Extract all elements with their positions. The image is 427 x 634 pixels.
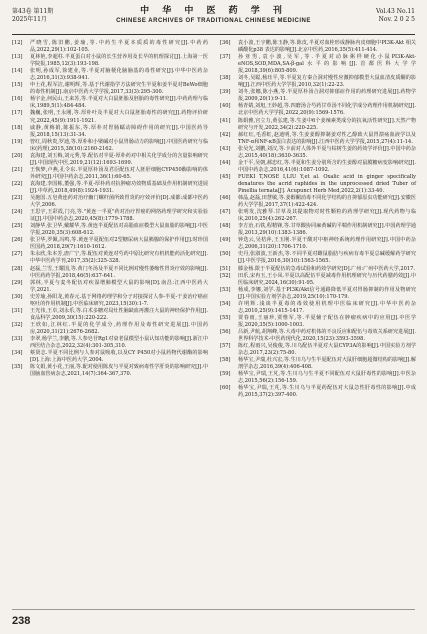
reference-entry [12, 209, 208, 223]
reference-entry [12, 280, 208, 294]
reference-entry [220, 174, 416, 195]
reference-number: [35] [12, 364, 23, 371]
reference-text: 王思宇,王彩霞,门亮,等."黄连一半夏"药对治疗胃癌的网络药理学研究和实验验证[J].中国中药杂志,2020,45(8):1779-1788. [30, 209, 208, 223]
reference-number: [52] [220, 272, 231, 279]
reference-text: 陈红,程雨兴,吴俊俊,等.川乌配伍半夏对大鼠CYP3A的影响[J].中国实验方剂学杂志,2017,23(2):75-80. [238, 343, 416, 357]
reference-number: [24] [12, 209, 23, 216]
reference-number: [36] [220, 40, 231, 46]
reference-text: 郭林,半夏与麦冬配伍对疾湿增肺模型大鼠的影响[D].南昌:江西中医药大学,2021. [30, 279, 208, 293]
reference-text: 贾春雨,王丽珍,贾惟军,等.半夏辅子配伍在肿瘤疾病中的应用[J].中医学报,2020,35(5):1000-1003. [238, 314, 416, 328]
reference-entry [12, 223, 208, 237]
reference-number: [38] [220, 75, 231, 82]
reference-text: 滕金杨.限于半夏配伍的急毒试验和药效学研究[D].广州:广州中医药大学,2017. [238, 265, 415, 272]
reference-number: [28] [12, 265, 23, 272]
reference-entry [220, 357, 416, 371]
reference-number: [58] [220, 357, 231, 364]
reference-entry [220, 266, 416, 273]
reference-number: [39] [220, 89, 231, 96]
reference-number: [56] [220, 328, 231, 335]
reference-text: 申土花,程军洁,谢明辉,等.基于代谢指学方法研究生半夏和姜半夏对BeWo细胞的毒性机制[J].南京中医药大学学报,2017,33(3):295-300. [30, 82, 208, 96]
reference-number: [25] [12, 223, 23, 230]
reference-entry [12, 322, 208, 336]
reference-number: [31] [12, 307, 23, 314]
reference-text: 许明辉.浅谈半夏毒的毒效使用机理中医临床研究[J].中华中医药杂志,2010,25(9):1415-1417. [238, 300, 416, 314]
reference-number: [47] [220, 209, 231, 216]
reference-text: 夏林艳,李超柱.半夏蛋白对小鼠的长生营养用及长早的机理探讨[J].上海第一医学院报,1985,12(3):193-198. [30, 54, 208, 68]
reference-number: [23] [12, 195, 23, 202]
reference-entry [220, 54, 416, 75]
reference-number: [15] [12, 82, 23, 89]
reference-text: 韩晶,赵磊,田慧敏,等.姜醇酮消毒不同化学结构的自抑郁原虫功能研究[J].安徽医药大学学报,2017,37(1):422-424. [238, 195, 416, 209]
reference-entry [12, 195, 208, 209]
reference-text: 戚静,黄梅娟,陈振东,等.厚朴对胃肠蠕动障碍作用的研究[J].中国医药导报,2018,15(13):31-34. [30, 124, 208, 138]
reference-entry [12, 82, 208, 96]
reference-text: 陈娟雅,宫立力,黄弘建,等.生姜中6个姜辣素类成分的抗氧活性研究[J].天然产物研究与开发,2022,34(2):220-225. [238, 117, 416, 131]
reference-number: [13] [12, 54, 23, 61]
reference-text: 王光伟,王卓,刘永乐,等.白术多糖对局灶性脑缺血再灌注大鼠的神经保护作用[J].食品科学,2009,30(15):220-222. [30, 307, 208, 321]
reference-text: 杨华宝,尹瑞,王芃,等.生川乌与半夏药配伍对大鼠急性肝毒性的影响[J].中成药,2015,37(2):397-400. [238, 385, 416, 399]
reference-number: [37] [220, 54, 231, 61]
reference-number: [53] [220, 286, 231, 293]
reference-entry [220, 371, 416, 385]
reference-text: 魏巍,张明,王永刚,等.厚朴叶及半夏对大白鼠胚胎毒性的研究[J].药物评价研究,2022,45(9):1911-1921. [30, 110, 208, 124]
reference-entry [12, 308, 208, 322]
reference-text: 袁海建,李国栋,董强,等.半夏-厚朴药对抗肿瘤功效物质基础及作用机制研究进展[J].中草药,2018,49(8):1924-1931. [30, 180, 208, 194]
page-number: 238 [12, 615, 31, 627]
reference-number: [45] [220, 173, 231, 180]
reference-text: 严晓雪,陈旧鹏,姜瑜,等.中药生半夏本质质的毒性研究[J].中药药品,2022,29(1):102-105. [30, 40, 208, 54]
reference-number: [26] [12, 237, 23, 244]
reference-entry [220, 251, 416, 265]
reference-number: [14] [12, 68, 23, 75]
reference-text: 袁小波,王宇鹏,陈玉静,等.陈皮,半夏对血栓形成静脉内皮细胞中PI3K-Akt 相关磷酸化p38 表达的影响[J].北京中医药,2016,35(5):411-414. [238, 40, 416, 54]
reference-number: [43] [220, 145, 231, 152]
reference-entry [220, 75, 416, 89]
reference-number: [50] [220, 251, 231, 258]
reference-entry [220, 195, 416, 209]
reference-text: 袁海建,刘玉梅,刘元秀,等.配伍对半夏-厚朴药对中相关化学成分的含量影响研究[J].中国现代中医,2019,21(12):1693-1699. [30, 152, 208, 166]
reference-text: 陈文娟,黄小花,王丽,等.配对使用陈皮与半夏对致病毒性学肝炎的影响研究[J].中国脑血管病杂志,2021,14(7):364-367,370. [30, 364, 208, 378]
reference-entry [220, 103, 416, 117]
reference-text: 刘静华,张卫华,戴耀华,等.黄连半夏配伍对高脂血症模型大鼠血脂的影响[J].中医学报,2020,35(3):608-612. [30, 223, 208, 237]
reference-number: [16] [12, 96, 23, 103]
reference-text: 王欣如,江林红.半夏的化学成分,药理作用及毒性研究进展[J].中国药房,2020,31(21):2676-2682. [30, 321, 208, 335]
reference-entry [12, 336, 208, 350]
reference-number: [17] [12, 110, 23, 117]
reference-entry [220, 118, 416, 132]
reference-number: [27] [12, 251, 23, 258]
page-footer [0, 605, 427, 634]
reference-entry [12, 167, 208, 181]
reference-entry [220, 329, 416, 343]
reference-number: [19] [12, 138, 23, 145]
reference-text: 杨华宝,尹瑞,王芃,等.生川乌与生半夏不同配伍对大鼠肝毒性的影响[J].中医杂志,2015,56(2):156-159. [238, 371, 416, 385]
reference-text: 张明发,沈雅琴.甘草及其提取物对时性颗粒的药理学研究[J].现代药物与临床,2010,25(4):262-267. [238, 209, 416, 223]
reference-text: 张明,孙成军,徐建业,等.半夏对脑梗化脑脑基的毒性研究[J].中华中医药杂志,2016,31(3):938-941. [30, 68, 208, 82]
reference-number: [51] [220, 265, 231, 272]
footer-divider [12, 609, 415, 610]
reference-text: 金干平,吴朝,郝忠红,等.半夏和生姜分别所含的生姜醇对鼠膜糖病变影响研究[J].中国中药杂志,2016,41(6):1087-1092. [238, 159, 416, 173]
reference-entry [220, 301, 416, 315]
reference-number: [40] [220, 103, 231, 110]
reference-entry [220, 146, 416, 160]
reference-number: [34] [12, 350, 23, 357]
reference-number: [29] [12, 279, 23, 286]
reference-number: [18] [12, 124, 23, 131]
reference-number: [42] [220, 131, 231, 138]
reference-number: [32] [12, 321, 23, 328]
journal-title-cn: 中 华 中 医 药 学 刊 [140, 6, 287, 16]
reference-text: 朱永欣,朱本芳,唐广宁,等.配伍对黄连对芍药中原比研究有机机能药活化研究[J].中华中医药学刊,2017,35(2):325-328. [30, 251, 208, 265]
reference-entry [220, 273, 416, 287]
reference-entry [12, 68, 208, 82]
references-right-column [220, 40, 416, 399]
reference-text: 钟迭云,吴桔萍,王玉刚.半夏干酸对中枢神经系统药理作用研究[J].中国中药杂志,2006,31(20):1706-1710. [238, 237, 416, 251]
reference-text: 李方治,石铁,程精锋,等.甘草酸协同麻黄碱的平喘作用机制研究[J].中国药理学通报,2013,29(10):1383-1386. [238, 223, 416, 237]
reference-number: [49] [220, 237, 231, 244]
reference-number: [57] [220, 343, 231, 350]
reference-number: [48] [220, 223, 231, 230]
reference-text: 田乐,宋冉玉,王小凤.半夏以高配伍半夏减毒作用机理研究与历代药膳药效[J].中医临床研究,2024,16(30):91-95. [238, 272, 416, 286]
reference-entry [12, 181, 208, 195]
volume-en: Vol.43 No.11 [375, 8, 415, 15]
reference-entry [12, 251, 208, 265]
date-en: Nov. 2 0 2 5 [378, 16, 415, 23]
reference-number: [54] [220, 300, 231, 307]
reference-text: FUEKI T,NOSE I,LIU Y,et al. Oxalic acid in ginger specifically denatures the acrid raphides in the unprocessed dried Tuber of Pinellia ternata[J]. Acupunct Herb Med,2022,2(1):33-40. [238, 173, 416, 194]
reference-entry [12, 110, 208, 124]
reference-entry [220, 223, 416, 237]
reference-entry [220, 237, 416, 251]
reference-text: 张吴光,刘鹏,刘汉,等.卡前对人体外半夏与枯树生姜的药效学评价[J].中国中药杂志,2015,40(18):3630-3635. [238, 145, 416, 159]
journal-title-en: CHINESE ARCHIVES OF TRADITIONAL CHINESE MEDICINE [116, 18, 311, 24]
reference-entry [12, 237, 208, 251]
reference-text: 刘冬,张娜,陈小燕,等.半夏厚朴汤合洞对抑郁症作用的药理研究进展[J].药物学报,2009,20(1):9-11. [238, 89, 416, 103]
reference-entry [220, 315, 416, 329]
reference-text: 郝红红,毛香虹,赵迪明,等.生姜姜醇抑制姜对性乙醇致大鼠胃溃疡血液学以及TNF-α和NF-κB蛋白表达的影响[J].江西中医药大学学报,2015,27(4):11-14. [238, 131, 416, 145]
reference-entry [12, 294, 208, 308]
reference-entry [220, 287, 416, 301]
reference-number: [33] [12, 335, 23, 342]
reference-number: [30] [12, 293, 23, 300]
reference-text: 吴施国.五皂黄连药对治疗幽门螺杆菌所致胃炎的疗效评价[D].成都:成都中医药大学,2006. [30, 195, 208, 209]
reference-number: [60] [220, 385, 231, 392]
reference-text: 杨成,李娜,刘学.基于PI3K/Akt信号通路降低半夏对胃肠抑制的作用及物研究[J].中国实验方剂学杂志,2019,25(10):170-179. [238, 286, 416, 300]
reference-entry [12, 364, 208, 378]
reference-number: [20] [12, 152, 23, 159]
date-cn: 2025年11月 [12, 16, 47, 23]
reference-number: [59] [220, 371, 231, 378]
reference-text: 李翠,杨学兰,李鹏,等.人参皂苷Rg1对衰老鼠模型小鼠认知功能的影响[J].浙江中西医结合杂志,2022,32(4):301-305,310. [30, 335, 208, 350]
reference-text: 孙亚男,袁小波,吴军,等.半夏对动脉粥样硬化小鼠PI3K-Akt-eNOS,SOD,MDA,SA-β-gal水平的影响[J].首都医科大学学报,2018,39(6):805-809. [238, 54, 416, 75]
reference-number: [12] [12, 40, 23, 46]
reference-entry [12, 139, 208, 153]
reference-entry [220, 40, 416, 54]
journal-header [12, 6, 415, 35]
reference-text: 蔡贤志.半夏不同比例与人参对鼠吸收,以及CY P450对小鼠药物代谢酶的影响[D].上海:上海中医药大学,2004. [30, 350, 208, 364]
reference-entry [220, 132, 416, 146]
reference-entry [12, 125, 208, 139]
reference-text: 杨华宝,尹瑞,杜兴宏,等.生川乌与生半夏配伍对大鼠肝细胞超微结构的影响[J].解剖学杂志,2016,39(4):406-408. [238, 357, 416, 371]
reference-entry [12, 153, 208, 167]
reference-text: 刘冬,吴聪,杨珏平,等.半夏复方秦合洞对慢性应激抑郁模型大鼠血清皮质酮的影响[J].江西中医药大学学报,2010,32(1):22-23. [238, 75, 416, 89]
reference-entry [220, 343, 416, 357]
reference-text: 王恢梦,卢燕,孔令东.半夏厚朴汤及君臣配伍对人胚肝细胞CYP450酶影响的体外研究[J].中国中药杂志,2011,36(1):60-65. [30, 166, 208, 180]
reference-entry [12, 266, 208, 280]
reference-number: [46] [220, 195, 231, 202]
reference-text: 杨青婧,刘旭,王妙超,等.四磨汤合芍药甘草汤不同化学成分药理作用机制研究[J].北京中医药大学学报,2022,20(9):1569-1576. [238, 103, 416, 117]
reference-text: 杨宇金,何民山,王来苏,等.半夏对大白鼠胚胎及胚胎的毒性研究[J].中药药理与临床,1989,5(1):484-484. [30, 96, 208, 110]
reference-entry [220, 160, 416, 174]
reference-entry [220, 209, 416, 223]
reference-text: 赵磊,兰雪,王耀国,等.黄门冬汤及半夏不同比例对慢性萎缩性胃炎疗效的影响[J].中医药药学报,2018,46(5):637-641. [30, 265, 208, 279]
reference-entry [220, 385, 416, 399]
header-center [12, 6, 415, 25]
volume-cn: 第43卷 第11期 [12, 8, 54, 15]
reference-text: 曾红,周秋贵,罗迪,等.厚朴和小檗碱对小鼠胃肠动力的影响[J].中国医药研究与临床(药理),2015,38(10):2160-2162. [30, 138, 208, 152]
references-left-column [12, 40, 208, 378]
reference-number: [44] [220, 159, 231, 166]
reference-text: 吕新,尹航,胡翔峰,等.大毒中药对机体的不良反应和配伍与毒效关系研究进展[J].世界科学技术-中医药现代化,2020,15(23):3593-3598. [238, 328, 416, 342]
reference-number: [22] [12, 180, 23, 187]
reference-entry [220, 89, 416, 103]
reference-entry [12, 40, 208, 54]
reference-number: [41] [220, 117, 231, 124]
reference-text: 史丹,张淑波,王新杰,等.不同半夏对雌鼠脂肪与疾病有毒半夏总碱缓解药学研究[J].中医学报,2016,30(10):1563-1565. [238, 251, 416, 265]
reference-text: 史芳瑜,孙阳龙,黄春元.基于网络药理学和分子对接探讨人参-半夏-干姜治疗癌症呕吐的作用机制[J].中医临床研究,2023,15(30):1-7. [30, 293, 208, 307]
header-right [376, 8, 415, 24]
reference-entry [12, 54, 208, 68]
reference-entry [12, 96, 208, 110]
reference-entry [12, 350, 208, 364]
reference-number: [55] [220, 314, 231, 321]
reference-number: [21] [12, 166, 23, 173]
reference-text: 张卫华,罗佩,冯鸣,等.黄连半夏配伍对2型糖尿病大鼠胰腺的保护作用[J].时珍国医国药,2018,29(7):1610-1612. [30, 237, 208, 251]
